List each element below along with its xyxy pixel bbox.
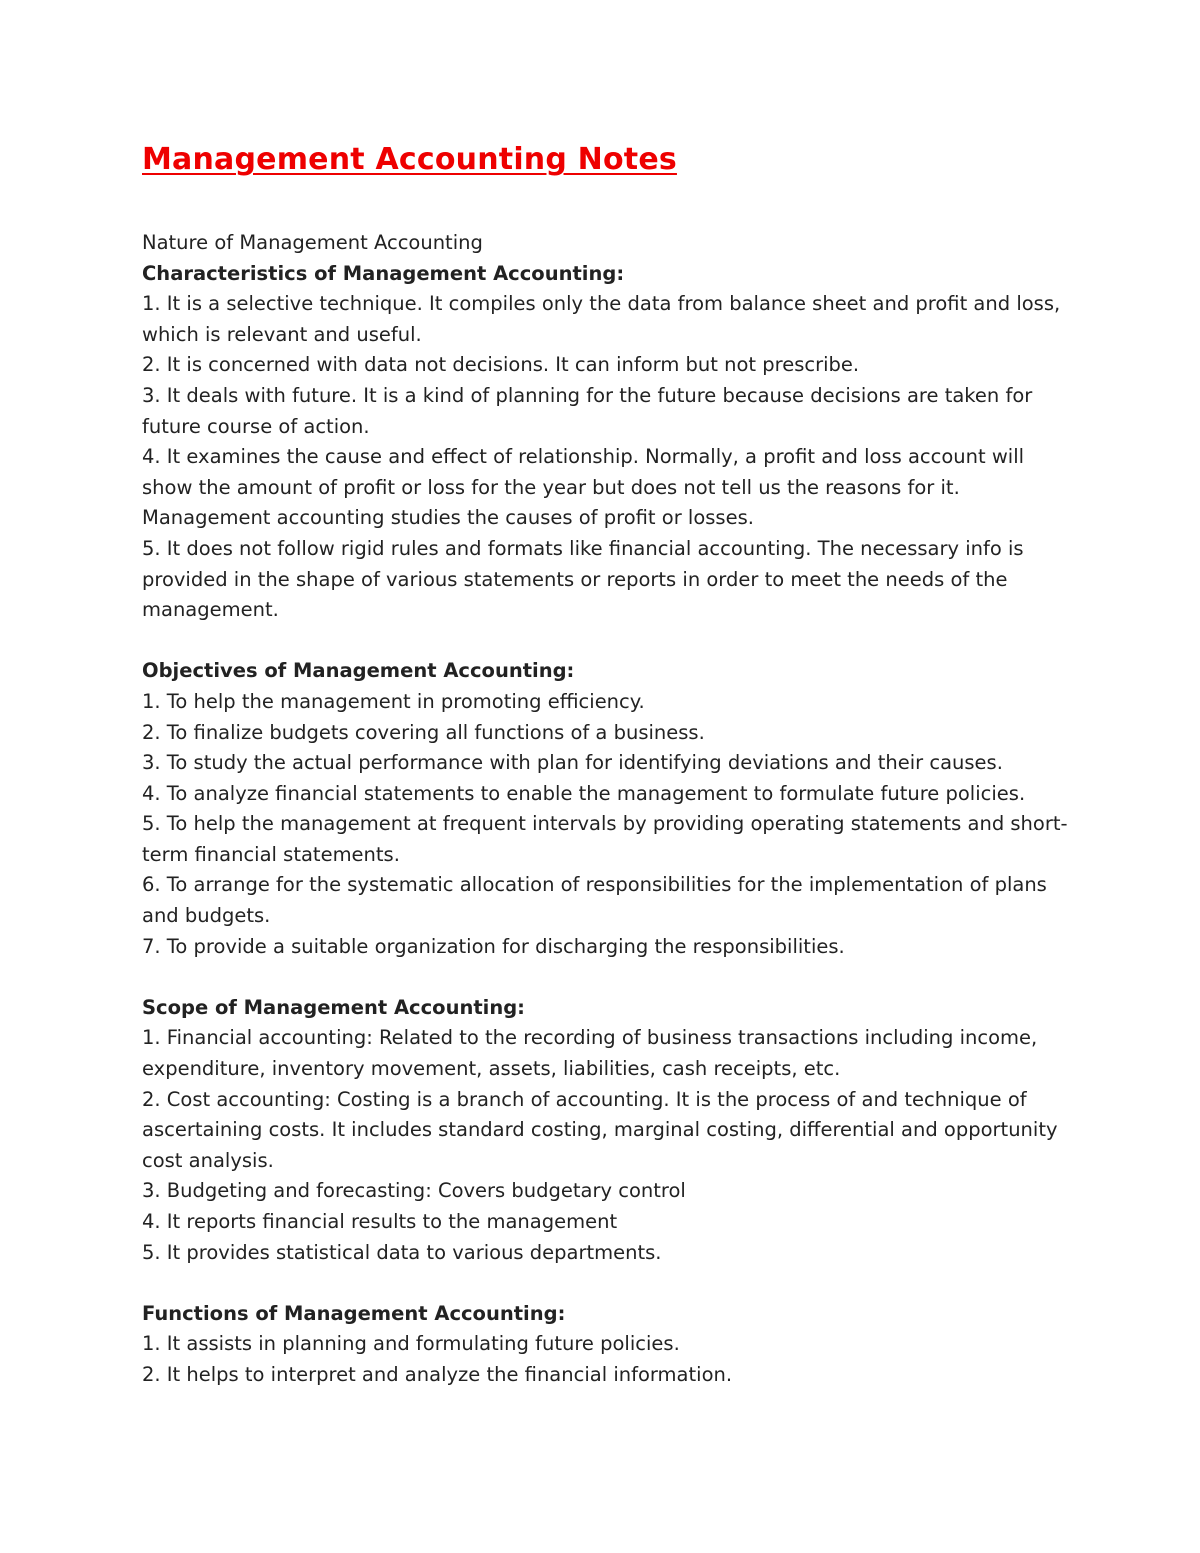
list-item: 1. Financial accounting: Related to the recording of business transactions including income, expenditure, inventory movement, assets, liabilities, cash receipts, etc. xyxy=(142,1026,1038,1081)
list-item: 2. It helps to interpret and analyze the financial information. xyxy=(142,1362,733,1386)
list-item: 2. It is concerned with data not decisions. It can inform but not prescribe. xyxy=(142,353,860,377)
list-item: 4. It examines the cause and effect of relationship. Normally, a profit and loss account will show the amount of profit or loss for the year but does not tell us the reasons for it. Management accounting studies the causes of profit or losses. xyxy=(142,445,1025,530)
document-page xyxy=(142,140,1072,1421)
section-heading-scope: Scope of Management Accounting: xyxy=(142,995,525,1019)
list-item: 7. To provide a suitable organization for discharging the responsibilities. xyxy=(142,934,845,958)
list-item: 4. To analyze financial statements to enable the management to formulate future policies. xyxy=(142,781,1026,805)
list-item: 3. It deals with future. It is a kind of planning for the future because decisions are taken for future course of action. xyxy=(142,383,1033,438)
list-item: 5. It provides statistical data to various departments. xyxy=(142,1240,662,1264)
list-item: 3. Budgeting and forecasting: Covers budgetary control xyxy=(142,1179,686,1203)
section-heading-functions: Functions of Management Accounting: xyxy=(142,1301,566,1325)
section-functions xyxy=(142,1299,1072,1391)
list-item: 3. To study the actual performance with plan for identifying deviations and their causes. xyxy=(142,751,1003,775)
list-item: 2. Cost accounting: Costing is a branch of accounting. It is the process of and technique of ascertaining costs. It includes standard costing, marginal costing, differential and opportunity cost analysis. xyxy=(142,1087,1058,1172)
section-objectives xyxy=(142,656,1072,962)
nature-heading: Nature of Management Accounting xyxy=(142,231,483,254)
section-characteristics xyxy=(142,228,1072,626)
list-item: 1. It is a selective technique. It compiles only the data from balance sheet and profit and loss, which is relevant and useful. xyxy=(142,292,1061,346)
section-heading-objectives: Objectives of Management Accounting: xyxy=(142,659,575,683)
section-heading-characteristics: Characteristics of Management Accounting: xyxy=(142,261,625,285)
list-item: 6. To arrange for the systematic allocation of responsibilities for the implementation of plans and budgets. xyxy=(142,873,1047,928)
list-item: 5. It does not follow rigid rules and formats like financial accounting. The necessary info is provided in the shape of various statements or reports in order to meet the needs of the management. xyxy=(142,536,1024,622)
document-title: Management Accounting Notes xyxy=(142,142,677,177)
list-item: 5. To help the management at frequent intervals by providing operating statements and short-term financial statements. xyxy=(142,812,1068,866)
list-item: 1. To help the management in promoting efficiency. xyxy=(142,689,645,713)
list-item: 1. It assists in planning and formulating future policies. xyxy=(142,1332,680,1356)
list-item: 2. To finalize budgets covering all functions of a business. xyxy=(142,720,705,744)
list-item: 4. It reports financial results to the management xyxy=(142,1210,618,1233)
section-scope xyxy=(142,993,1072,1268)
